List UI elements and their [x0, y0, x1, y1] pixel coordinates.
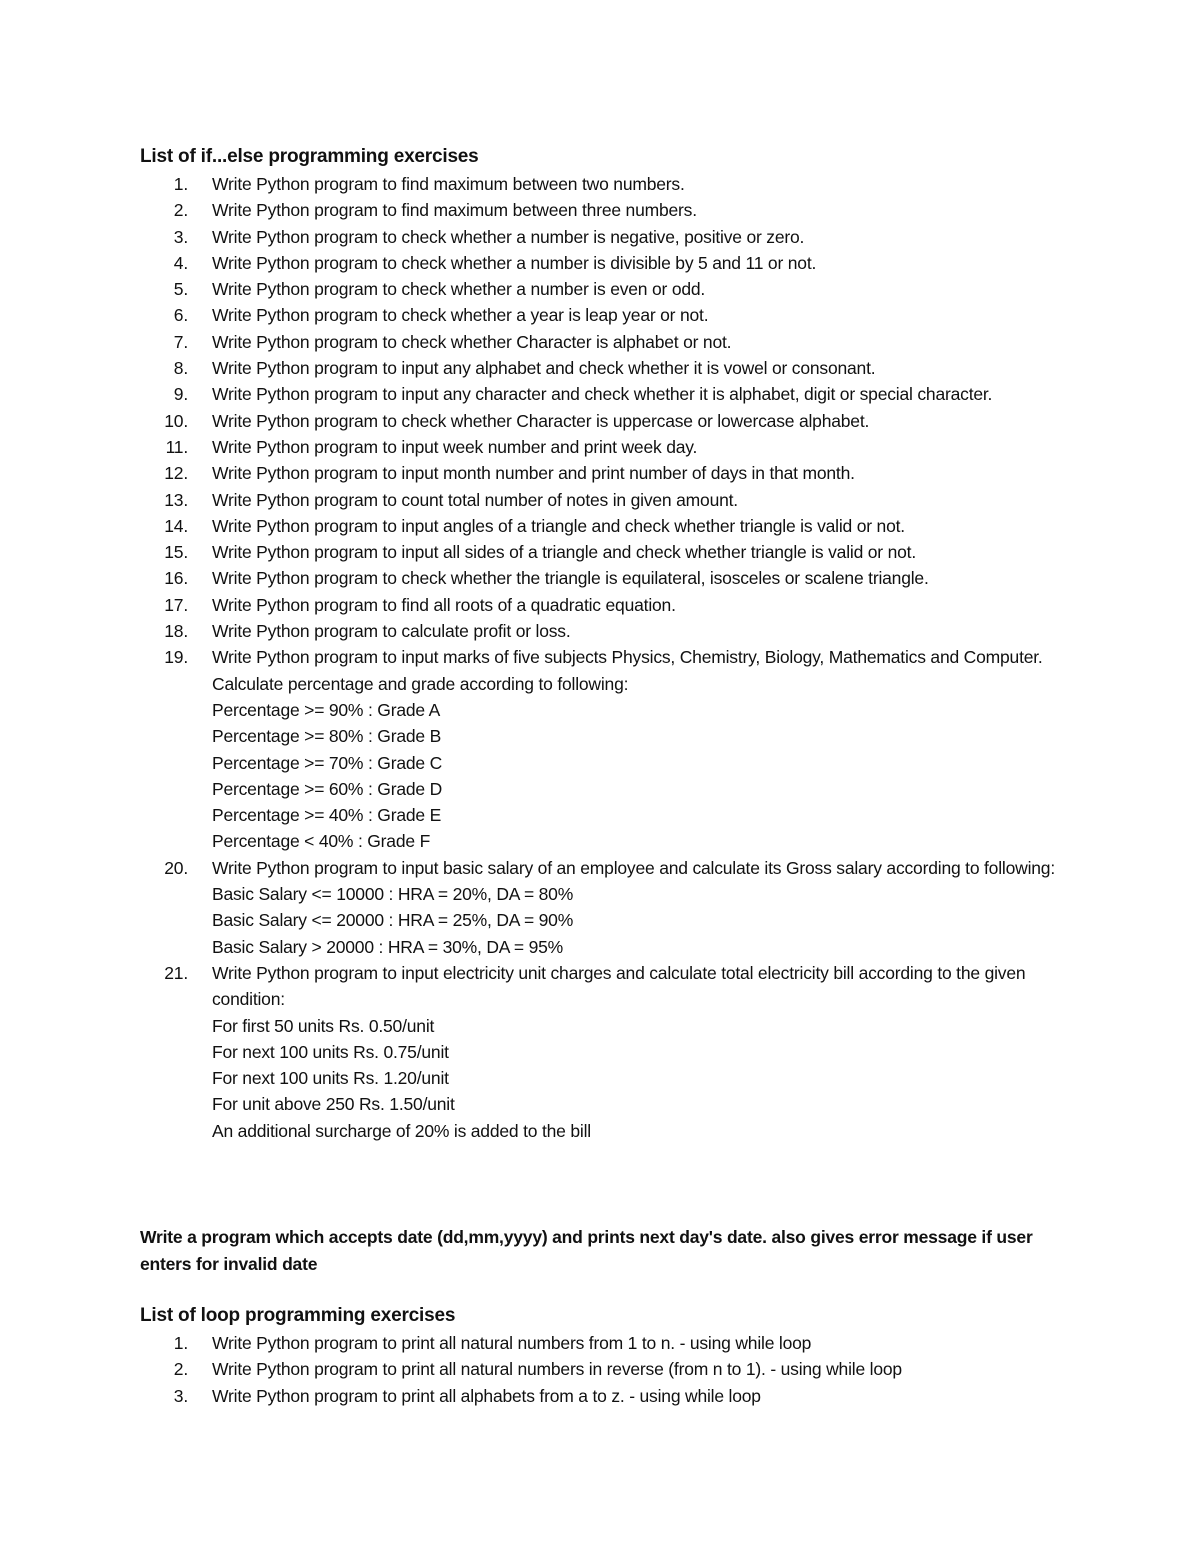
item-number: 1. [173, 174, 188, 194]
item-text: Write Python program to input week number and print week day. [212, 436, 698, 457]
tariff-rule: For unit above 250 Rs. 1.50/unit [212, 1094, 455, 1115]
salary-rule: Basic Salary > 20000 : HRA = 30%, DA = 95% [212, 936, 564, 957]
list-item [140, 513, 1080, 539]
list-item [140, 855, 1080, 960]
item-text: Write Python program to print all natural numbers from 1 to n. - using while loop [212, 1333, 812, 1353]
list-item [140, 171, 1080, 197]
item-number: 5. [173, 279, 188, 300]
item-number: 13. [164, 489, 188, 510]
tariff-rule: For next 100 units Rs. 1.20/unit [212, 1068, 449, 1089]
list-item [140, 434, 1080, 460]
list-item [140, 644, 1080, 854]
item-text: Write Python program to check whether Character is uppercase or lowercase alphabet. [212, 410, 870, 431]
item-number: 6. [173, 305, 188, 326]
item-number: 14. [164, 515, 188, 536]
list-item [140, 276, 1080, 302]
salary-rule: Basic Salary <= 10000 : HRA = 20%, DA = 80% [212, 884, 574, 905]
loop-exercise-list [140, 1330, 1080, 1409]
item-text: Write Python program to check whether a number is even or odd. [212, 279, 706, 300]
grade-rule: Percentage >= 80% : Grade B [212, 726, 442, 747]
item-number: 2. [173, 1359, 188, 1380]
list-item [140, 408, 1080, 434]
list-item [140, 592, 1080, 618]
item-number: 12. [164, 463, 188, 484]
item-text: Write Python program to check whether a number is negative, positive or zero. [212, 226, 805, 247]
item-text: Write Python program to count total number of notes in given amount. [212, 489, 738, 510]
item-number: 9. [173, 384, 188, 405]
list-item [140, 460, 1080, 486]
list-item [140, 539, 1080, 565]
grade-rule: Percentage >= 90% : Grade A [212, 699, 441, 720]
if-else-exercise-list [140, 171, 1080, 1144]
tariff-rule: For next 100 units Rs. 0.75/unit [212, 1041, 449, 1062]
item-number: 2. [173, 200, 188, 221]
item-number: 7. [173, 331, 188, 352]
item-text: Write Python program to input any character and check whether it is alphabet, digit or special character. [212, 384, 993, 405]
item-number: 3. [173, 226, 188, 247]
item-text: Write Python program to input electricity unit charges and calculate total electricity bill according to the given condition: [212, 962, 1026, 1010]
item-number: 3. [173, 1385, 188, 1406]
item-text: Write Python program to input marks of five subjects Physics, Chemistry, Biology, Mathematics and Computer. Calculate percentage and grade according to following: [212, 647, 1043, 694]
item-text: Write Python program to print all alphabets from a to z. - using while loop [212, 1385, 761, 1406]
list-item [140, 1330, 1080, 1356]
item-text: Write Python program to input month number and print number of days in that month. [212, 463, 855, 484]
list-item [140, 487, 1080, 513]
item-text: Write Python program to find maximum between three numbers. [212, 200, 697, 221]
section-heading-if-else: List of if...else programming exercises [140, 146, 479, 167]
item-text: Write Python program to input angles of a triangle and check whether triangle is valid or not. [212, 515, 905, 536]
item-number: 1. [173, 1333, 188, 1353]
grade-rule: Percentage >= 60% : Grade D [212, 778, 443, 799]
list-item [140, 250, 1080, 276]
item-number: 21. [164, 962, 188, 983]
list-item [140, 565, 1080, 591]
item-number: 19. [164, 647, 188, 668]
item-number: 20. [164, 857, 188, 878]
item-text: Write Python program to calculate profit or loss. [212, 621, 571, 642]
item-number: 10. [164, 410, 188, 431]
date-exercise-paragraph: Write a program which accepts date (dd,mm,yyyy) and prints next day's date. also gives error message if user enters for invalid date [140, 1227, 1033, 1274]
list-item [140, 302, 1080, 328]
list-item [140, 224, 1080, 250]
item-number: 17. [164, 594, 188, 615]
section-heading-loop: List of loop programming exercises [140, 1305, 456, 1326]
item-text: Write Python program to print all natural numbers in reverse (from n to 1). - using while loop [212, 1359, 902, 1380]
item-text: Write Python program to find all roots of a quadratic equation. [212, 594, 676, 615]
item-text: Write Python program to check whether the triangle is equilateral, isosceles or scalene triangle. [212, 568, 929, 589]
item-text: Write Python program to check whether a number is divisible by 5 and 11 or not. [212, 252, 817, 273]
list-item [140, 329, 1080, 355]
grade-rule: Percentage >= 40% : Grade E [212, 805, 442, 826]
item-number: 18. [164, 621, 188, 642]
list-item [140, 197, 1080, 223]
item-number: 15. [164, 542, 188, 563]
list-item [140, 355, 1080, 381]
item-number: 11. [165, 436, 188, 457]
tariff-rule: For first 50 units Rs. 0.50/unit [212, 1015, 435, 1036]
list-item [140, 960, 1080, 1144]
item-number: 4. [173, 252, 188, 273]
list-item [140, 1383, 1080, 1409]
item-text: Write Python program to check whether a year is leap year or not. [212, 305, 709, 326]
item-text: Write Python program to check whether Character is alphabet or not. [212, 331, 732, 352]
list-item [140, 1356, 1080, 1382]
salary-rule: Basic Salary <= 20000 : HRA = 25%, DA = 90% [212, 910, 574, 931]
tariff-rule: An additional surcharge of 20% is added to the bill [212, 1120, 591, 1141]
item-text: Write Python program to input any alphabet and check whether it is vowel or consonant. [212, 358, 876, 379]
list-item [140, 381, 1080, 407]
item-text: Write Python program to input basic salary of an employee and calculate its Gross salary according to following: [212, 857, 1055, 878]
grade-rule: Percentage >= 70% : Grade C [212, 752, 443, 773]
item-text: Write Python program to input all sides of a triangle and check whether triangle is valid or not. [212, 542, 916, 563]
list-item [140, 618, 1080, 644]
item-number: 16. [164, 568, 188, 589]
item-text: Write Python program to find maximum between two numbers. [212, 174, 685, 194]
grade-rule: Percentage < 40% : Grade F [212, 831, 431, 852]
item-number: 8. [173, 358, 188, 379]
